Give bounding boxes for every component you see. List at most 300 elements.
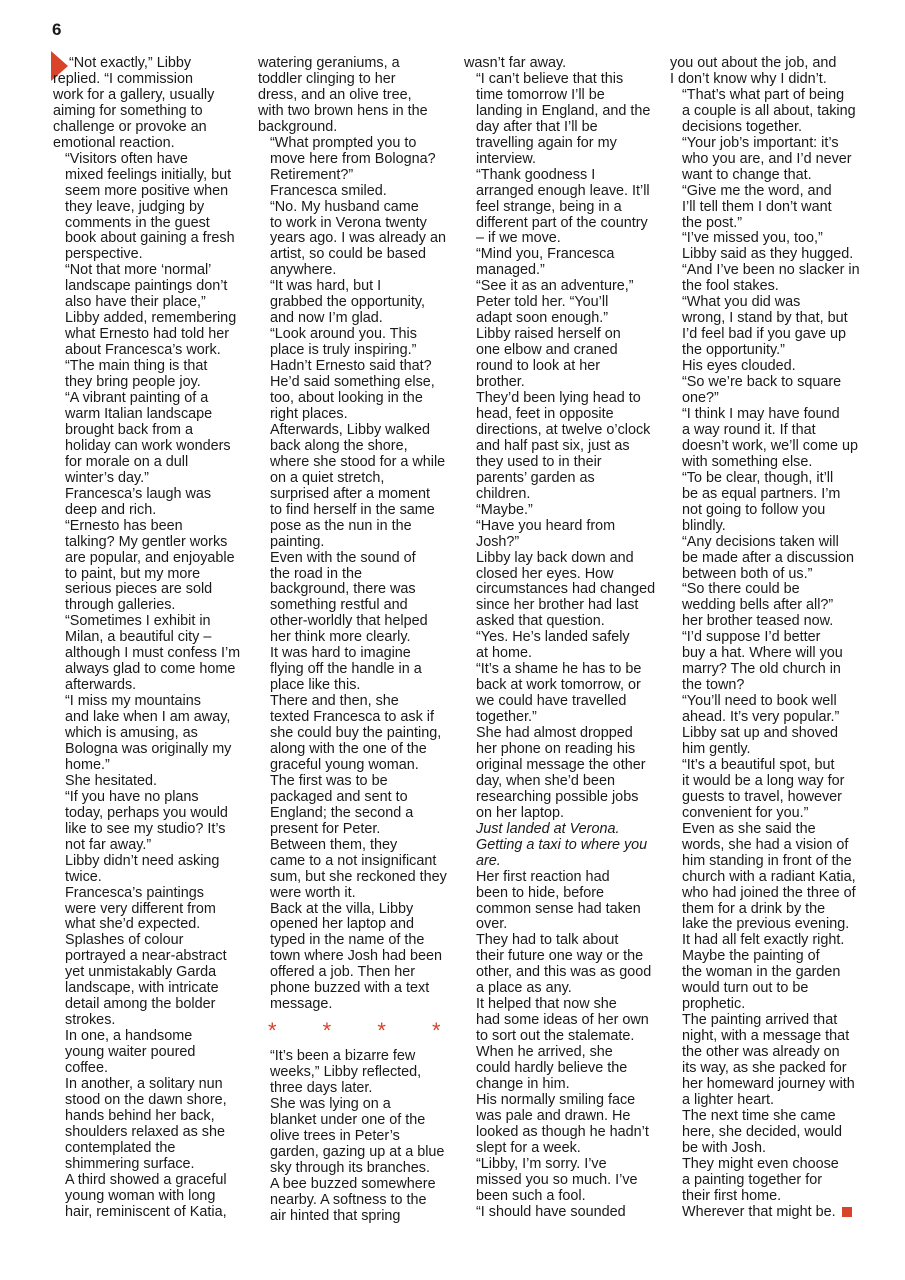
text-line: Francesca smiled. bbox=[270, 182, 387, 199]
text-line: been to hide, before bbox=[476, 884, 605, 901]
text-line: Libby said as they hugged. bbox=[682, 246, 854, 263]
body-paragraph bbox=[464, 549, 656, 631]
text-line: “I can’t believe that this bbox=[476, 70, 624, 87]
body-paragraph bbox=[464, 72, 650, 168]
body-paragraph bbox=[670, 295, 856, 359]
text-column-1 bbox=[53, 56, 239, 1221]
text-line: on a quiet stretch, bbox=[270, 469, 385, 486]
text-line: head, feet in opposite bbox=[476, 405, 614, 422]
text-line: It helped that now she bbox=[476, 996, 617, 1013]
text-line: Libby raised herself on bbox=[476, 326, 621, 343]
text-line: at home. bbox=[476, 645, 532, 662]
body-paragraph bbox=[670, 630, 856, 694]
text-line: “Visitors often have bbox=[65, 150, 188, 167]
text-line: Francesca’s paintings bbox=[65, 884, 204, 901]
text-line: brother. bbox=[476, 374, 525, 391]
text-line: also have their place,” bbox=[65, 294, 206, 311]
text-line: here, she decided, would bbox=[682, 1123, 843, 1140]
text-line: challenge or provoke an bbox=[53, 118, 207, 135]
body-paragraph bbox=[258, 200, 444, 280]
text-line: “What prompted you to bbox=[270, 134, 417, 151]
text-line: since her brother had last bbox=[476, 597, 639, 614]
text-line: landscape, with intricate bbox=[65, 980, 219, 997]
text-line: the post.” bbox=[682, 214, 742, 231]
body-paragraph bbox=[464, 822, 650, 870]
text-line: had some ideas of her own bbox=[476, 1012, 649, 1029]
body-paragraph bbox=[53, 56, 239, 152]
text-line: It had all felt exactly right. bbox=[682, 932, 845, 949]
text-line: through galleries. bbox=[65, 597, 176, 614]
text-line: were worth it. bbox=[270, 884, 356, 901]
text-line: Libby didn’t need asking bbox=[65, 852, 220, 869]
body-paragraph bbox=[258, 646, 444, 694]
text-line: “The main thing is that bbox=[65, 358, 208, 375]
text-line: adapt soon enough.” bbox=[476, 310, 609, 327]
text-line: her think more clearly. bbox=[270, 629, 411, 646]
body-paragraph bbox=[53, 774, 239, 790]
text-line: offered a job. Then her bbox=[270, 964, 416, 981]
text-line: Libby lay back down and bbox=[476, 549, 634, 566]
text-line: Libby sat up and shoved bbox=[682, 725, 839, 742]
text-line: church with a radiant Katia, bbox=[682, 868, 856, 885]
text-line: They had to talk about bbox=[476, 932, 619, 949]
text-line: strokes. bbox=[65, 1012, 116, 1029]
body-paragraph bbox=[464, 1093, 650, 1157]
text-line: interview. bbox=[476, 150, 536, 167]
body-paragraph bbox=[53, 152, 239, 264]
text-line: “I’d suppose I’d better bbox=[682, 629, 821, 646]
text-line: over. bbox=[476, 916, 508, 933]
text-line: watering geraniums, a bbox=[258, 55, 400, 71]
text-line: which is amusing, as bbox=[65, 725, 198, 742]
text-line: managed.” bbox=[476, 262, 545, 279]
text-line: “See it as an adventure,” bbox=[476, 278, 634, 295]
text-line: “Libby, I’m sorry. I’ve bbox=[476, 1155, 607, 1172]
text-line: replied. “I commission bbox=[53, 70, 193, 87]
text-line: She hesitated. bbox=[65, 772, 158, 789]
text-line: graceful young woman. bbox=[270, 756, 419, 773]
text-line: toddler clinging to her bbox=[258, 70, 396, 87]
text-line: “You’ll need to book well bbox=[682, 693, 837, 710]
body-paragraph bbox=[464, 1205, 650, 1221]
text-line: day after that I’ll be bbox=[476, 118, 598, 135]
text-line: common sense had taken bbox=[476, 900, 641, 917]
body-paragraph bbox=[464, 933, 650, 997]
body-paragraph bbox=[670, 726, 856, 758]
text-line: blindly. bbox=[682, 517, 726, 534]
text-line: original message the other bbox=[476, 756, 646, 773]
text-line: She had almost dropped bbox=[476, 725, 633, 742]
text-line: weeks,” Libby reflected, bbox=[270, 1064, 422, 1081]
text-line: present for Peter. bbox=[270, 820, 381, 837]
text-line: a lighter heart. bbox=[682, 1091, 774, 1108]
text-line: sky through its branches. bbox=[270, 1159, 430, 1176]
text-line: with two brown hens in the bbox=[258, 102, 428, 119]
text-line: wedding bells after all?” bbox=[682, 597, 834, 614]
text-line: other-worldly that helped bbox=[270, 613, 428, 630]
body-paragraph bbox=[53, 359, 239, 391]
text-line: “Sometimes I exhibit in bbox=[65, 613, 211, 630]
body-paragraph bbox=[464, 327, 650, 391]
text-line: A third showed a graceful bbox=[65, 1171, 227, 1188]
text-line: nearby. A softness to the bbox=[270, 1191, 427, 1208]
text-line: change in him. bbox=[476, 1076, 570, 1092]
text-line: be with Josh. bbox=[682, 1139, 766, 1156]
text-line: shimmering surface. bbox=[65, 1155, 195, 1172]
text-line: “That’s what part of being bbox=[682, 86, 845, 103]
text-line: the town? bbox=[682, 677, 745, 694]
text-line: their future one way or the bbox=[476, 948, 644, 965]
text-line: convenient for you.” bbox=[682, 804, 809, 821]
text-line: decisions together. bbox=[682, 118, 803, 135]
body-paragraph bbox=[670, 375, 856, 407]
text-line: young waiter poured bbox=[65, 1044, 196, 1061]
text-line: words, she had a vision of bbox=[682, 836, 849, 853]
body-paragraph bbox=[670, 949, 856, 1013]
text-line: In another, a solitary nun bbox=[65, 1076, 223, 1092]
body-paragraph bbox=[53, 886, 239, 934]
text-line: together.” bbox=[476, 709, 537, 726]
text-line: came to a not insignificant bbox=[270, 852, 437, 869]
text-line: a place as any. bbox=[476, 980, 572, 997]
text-line: It was hard to imagine bbox=[270, 645, 411, 662]
text-line: They’d been lying head to bbox=[476, 390, 641, 407]
body-paragraph bbox=[258, 359, 444, 423]
text-line: background. bbox=[258, 118, 338, 135]
text-line: “So we’re back to square bbox=[682, 374, 842, 391]
text-line: talking? My gentler works bbox=[65, 533, 228, 550]
text-line: “Maybe.” bbox=[476, 501, 533, 518]
text-line: slept for a week. bbox=[476, 1139, 581, 1156]
text-line: landing in England, and the bbox=[476, 102, 651, 119]
text-line: There and then, she bbox=[270, 693, 399, 710]
text-line: I’ll tell them I don’t want bbox=[682, 198, 832, 215]
text-line: wasn’t far away. bbox=[464, 55, 567, 71]
text-line: “Not exactly,” Libby bbox=[69, 55, 192, 71]
text-line: be made after a discussion bbox=[682, 549, 854, 566]
text-line: “Give me the word, and bbox=[682, 182, 832, 199]
body-paragraph bbox=[53, 614, 239, 694]
body-paragraph bbox=[258, 56, 444, 136]
section-separator: * * * * bbox=[268, 1018, 461, 1044]
body-paragraph bbox=[53, 694, 239, 774]
body-paragraph bbox=[258, 1049, 444, 1097]
text-line: between both of us.” bbox=[682, 565, 813, 582]
text-line: the road in the bbox=[270, 565, 363, 582]
text-line: her phone on reading his bbox=[476, 740, 636, 757]
text-line: would turn out to be bbox=[682, 980, 809, 997]
body-paragraph bbox=[464, 168, 650, 248]
text-line: “What you did was bbox=[682, 294, 801, 311]
text-line: one elbow and craned bbox=[476, 342, 618, 359]
text-line: landscape paintings don’t bbox=[65, 278, 228, 295]
body-paragraph bbox=[258, 423, 444, 551]
text-line: “Not that more ‘normal’ bbox=[65, 262, 212, 279]
text-line: When he arrived, she bbox=[476, 1044, 613, 1061]
text-line: “Mind you, Francesca bbox=[476, 246, 615, 263]
text-line: parents’ garden as bbox=[476, 469, 595, 486]
text-line: and now I’m glad. bbox=[270, 310, 383, 327]
text-line: Peter told her. “You’ll bbox=[476, 294, 609, 311]
text-line: time tomorrow I’ll be bbox=[476, 86, 605, 103]
text-line: Milan, a beautiful city – bbox=[65, 629, 212, 646]
text-line: to find herself in the same bbox=[270, 501, 435, 518]
text-line: you out about the job, and bbox=[670, 55, 837, 71]
text-line: I’d feel bad if you gave up bbox=[682, 326, 847, 343]
text-line: “I miss my mountains bbox=[65, 693, 201, 710]
text-line: lake the previous evening. bbox=[682, 916, 850, 933]
text-line: town where Josh had been bbox=[270, 948, 443, 965]
text-line: it would be a long way for bbox=[682, 772, 845, 789]
text-line: surprised after a moment bbox=[270, 485, 430, 502]
text-line: mixed feelings initially, but bbox=[65, 166, 232, 183]
text-line: Retirement?” bbox=[270, 166, 354, 183]
text-line: – if we move. bbox=[476, 230, 561, 247]
text-line: its way, as she packed for bbox=[682, 1060, 847, 1077]
text-line: her homeward journey with bbox=[682, 1076, 855, 1092]
text-line: typed in the name of the bbox=[270, 932, 425, 949]
text-line: emotional reaction. bbox=[53, 134, 175, 151]
text-line: are popular, and enjoyable bbox=[65, 549, 235, 566]
text-line: detail among the bolder bbox=[65, 996, 216, 1013]
text-line: doesn’t work, we’ll come up bbox=[682, 437, 858, 454]
text-line: garden, gazing up at a blue bbox=[270, 1143, 445, 1160]
text-line: packaged and sent to bbox=[270, 788, 408, 805]
text-line: travelling again for my bbox=[476, 134, 617, 151]
text-line: contemplated the bbox=[65, 1139, 176, 1156]
text-line: Francesca’s laugh was bbox=[65, 485, 212, 502]
text-line: move here from Bologna? bbox=[270, 150, 436, 167]
text-line: message. bbox=[270, 996, 333, 1013]
text-line: could hardly believe the bbox=[476, 1060, 628, 1077]
body-paragraph bbox=[258, 774, 444, 838]
body-paragraph bbox=[670, 1157, 856, 1205]
text-line: pose as the nun in the bbox=[270, 517, 412, 534]
text-line: A bee buzzed somewhere bbox=[270, 1175, 436, 1192]
text-line: perspective. bbox=[65, 246, 143, 263]
text-line: holiday can work wonders bbox=[65, 437, 231, 454]
text-line: background, there was bbox=[270, 581, 416, 598]
text-line: “A vibrant painting of a bbox=[65, 390, 209, 407]
body-paragraph bbox=[53, 263, 239, 359]
text-line: I don’t know why I didn’t. bbox=[670, 70, 827, 87]
text-line: are. bbox=[476, 852, 501, 869]
body-paragraph bbox=[464, 247, 650, 279]
text-line: “I think I may have found bbox=[682, 405, 840, 422]
text-line: marry? The old church in bbox=[682, 661, 841, 678]
text-line: one?” bbox=[682, 390, 719, 407]
text-line: three days later. bbox=[270, 1080, 373, 1097]
text-line: what Ernesto had told her bbox=[65, 326, 229, 343]
body-paragraph bbox=[670, 1205, 856, 1221]
text-line: the woman in the garden bbox=[682, 964, 841, 981]
text-line: home.” bbox=[65, 756, 110, 773]
text-line: looked as though he hadn’t bbox=[476, 1123, 649, 1140]
text-line: be as equal partners. I’m bbox=[682, 485, 841, 502]
body-paragraph bbox=[464, 279, 650, 327]
text-line: right places. bbox=[270, 405, 348, 422]
text-line: Between them, they bbox=[270, 836, 398, 853]
text-line: prophetic. bbox=[682, 996, 746, 1013]
text-line: been such a fool. bbox=[476, 1187, 586, 1204]
text-line: work for a gallery, usually bbox=[53, 86, 215, 103]
text-line: In one, a handsome bbox=[65, 1028, 193, 1045]
text-line: closed her eyes. How bbox=[476, 565, 614, 582]
text-line: young woman with long bbox=[65, 1187, 216, 1204]
text-line: for morale on a dull bbox=[65, 453, 189, 470]
text-line: “Your job’s important: it’s bbox=[682, 134, 839, 151]
text-line: “It’s a beautiful spot, but bbox=[682, 756, 835, 773]
body-paragraph bbox=[670, 694, 856, 726]
body-paragraph bbox=[53, 1029, 239, 1077]
text-line: Wherever that might be. bbox=[670, 1205, 856, 1221]
text-line: Getting a taxi to where you bbox=[476, 836, 648, 853]
text-line: hands behind her back, bbox=[65, 1107, 215, 1124]
text-line: Her first reaction had bbox=[476, 868, 610, 885]
body-paragraph bbox=[464, 391, 650, 503]
body-paragraph bbox=[258, 836, 447, 902]
text-line: they used to in their bbox=[476, 453, 602, 470]
text-line: olive trees in Peter’s bbox=[270, 1127, 400, 1144]
text-line: flying off the handle in a bbox=[270, 661, 422, 678]
text-line: twice. bbox=[65, 868, 102, 885]
body-paragraph bbox=[53, 391, 239, 487]
text-line: night, with a message that bbox=[682, 1028, 850, 1045]
text-line: too, about looking in the bbox=[270, 390, 423, 407]
text-line: Back at the villa, Libby bbox=[270, 900, 414, 917]
text-line: “Any decisions taken will bbox=[682, 533, 839, 550]
text-line: “And I’ve been no slacker in bbox=[682, 262, 860, 279]
body-paragraph bbox=[464, 56, 650, 72]
text-line: “It’s been a bizarre few bbox=[270, 1048, 416, 1065]
text-line: warm Italian landscape bbox=[65, 405, 213, 422]
text-line: years ago. I was already an bbox=[270, 230, 446, 247]
text-line: missed you so much. I’ve bbox=[476, 1171, 638, 1188]
text-line: seem more positive when bbox=[65, 182, 229, 199]
text-line: buy a hat. Where will you bbox=[682, 645, 843, 662]
text-line: circumstances had changed bbox=[476, 581, 656, 598]
body-paragraph bbox=[464, 630, 650, 662]
body-paragraph bbox=[53, 1077, 239, 1173]
body-paragraph bbox=[670, 56, 856, 88]
text-line: to work in Verona twenty bbox=[270, 214, 427, 231]
text-line: not far away.” bbox=[65, 836, 152, 853]
text-line: England; the second a bbox=[270, 804, 414, 821]
text-line: Even with the sound of bbox=[270, 549, 416, 566]
text-line: Just landed at Verona. bbox=[476, 820, 620, 837]
body-paragraph bbox=[53, 519, 239, 615]
text-line: the fool stakes. bbox=[682, 278, 779, 295]
text-line: His normally smiling face bbox=[476, 1091, 636, 1108]
text-line: ahead. It’s very popular.” bbox=[682, 709, 840, 726]
text-line: Hadn’t Ernesto said that? bbox=[270, 358, 432, 375]
body-paragraph bbox=[258, 694, 444, 774]
text-line: “So there could be bbox=[682, 581, 800, 598]
text-line: deep and rich. bbox=[65, 501, 157, 518]
text-line: coffee. bbox=[65, 1060, 108, 1077]
body-paragraph bbox=[464, 1157, 650, 1205]
text-line: winter’s day.” bbox=[65, 469, 149, 486]
text-line: The first was to be bbox=[270, 772, 388, 789]
text-line: back at work tomorrow, or bbox=[476, 677, 641, 694]
body-paragraph bbox=[464, 870, 650, 934]
text-line: place like this. bbox=[270, 677, 361, 694]
text-line: she could buy the painting, bbox=[270, 725, 442, 742]
text-line: Splashes of colour bbox=[65, 932, 184, 949]
text-line: hair, reminiscent of Katia, bbox=[65, 1203, 227, 1220]
text-line: asked that question. bbox=[476, 613, 605, 630]
text-line: air hinted that spring bbox=[270, 1207, 401, 1224]
text-line: “It’s a shame he has to be bbox=[476, 661, 642, 678]
text-line: day, when she’d been bbox=[476, 772, 615, 789]
text-line: “No. My husband came bbox=[270, 198, 419, 215]
text-line: “I should have sounded bbox=[476, 1203, 626, 1220]
text-line: although I must confess I’m bbox=[65, 645, 241, 662]
text-line: on her laptop. bbox=[476, 804, 565, 821]
body-paragraph bbox=[258, 551, 444, 647]
text-line: yet unmistakably Garda bbox=[65, 964, 217, 981]
text-line: phone buzzed with a text bbox=[270, 980, 430, 997]
text-line: round to look at her bbox=[476, 358, 600, 375]
body-paragraph bbox=[670, 88, 856, 136]
text-line: Libby added, remembering bbox=[65, 310, 237, 327]
body-paragraph bbox=[464, 662, 650, 726]
text-line: Maybe the painting of bbox=[682, 948, 820, 965]
text-line: along with the one of the bbox=[270, 740, 427, 757]
text-line: with something else. bbox=[682, 453, 813, 470]
text-line: afterwards. bbox=[65, 677, 137, 694]
text-line: wrong, I stand by that, but bbox=[682, 310, 848, 327]
body-paragraph bbox=[464, 1045, 650, 1093]
text-line: The painting arrived that bbox=[682, 1012, 838, 1029]
text-line: They might even choose bbox=[682, 1155, 839, 1172]
text-line: who had joined the three of bbox=[682, 884, 856, 901]
text-line: anywhere. bbox=[270, 262, 337, 279]
body-paragraph bbox=[258, 136, 444, 184]
body-paragraph bbox=[670, 822, 856, 950]
text-line: comments in the guest bbox=[65, 214, 210, 231]
body-paragraph bbox=[464, 519, 650, 551]
text-line: feel strange, being in a bbox=[476, 198, 622, 215]
text-line: “It was hard, but I bbox=[270, 278, 382, 295]
body-paragraph bbox=[53, 790, 239, 854]
text-line: texted Francesca to ask if bbox=[270, 709, 434, 726]
body-paragraph bbox=[258, 327, 444, 359]
text-line: “I’ve missed you, too,” bbox=[682, 230, 823, 247]
text-line: to sort out the stalemate. bbox=[476, 1028, 635, 1045]
text-line: something restful and bbox=[270, 597, 408, 614]
text-line: place is truly inspiring.” bbox=[270, 342, 417, 359]
body-paragraph bbox=[670, 184, 856, 232]
text-line: her brother teased now. bbox=[682, 613, 834, 630]
text-line: He’d said something else, bbox=[270, 374, 435, 391]
text-line: “Look around you. This bbox=[270, 326, 417, 343]
text-line: they leave, judging by bbox=[65, 198, 205, 215]
text-line: sum, but she reckoned they bbox=[270, 868, 447, 885]
body-paragraph bbox=[670, 582, 856, 630]
text-line: what she’d expected. bbox=[65, 916, 201, 933]
story-end-square-icon bbox=[842, 1207, 852, 1217]
text-column-4 bbox=[670, 55, 860, 1221]
text-line: portrayed a near-abstract bbox=[65, 948, 227, 965]
text-line: we could have travelled bbox=[476, 693, 627, 710]
body-paragraph bbox=[670, 535, 856, 583]
body-paragraph bbox=[258, 1097, 444, 1177]
text-line: “Thank goodness I bbox=[476, 166, 596, 183]
text-line: a painting together for bbox=[682, 1171, 823, 1188]
text-column-2 bbox=[258, 55, 461, 1225]
body-paragraph bbox=[670, 758, 856, 822]
